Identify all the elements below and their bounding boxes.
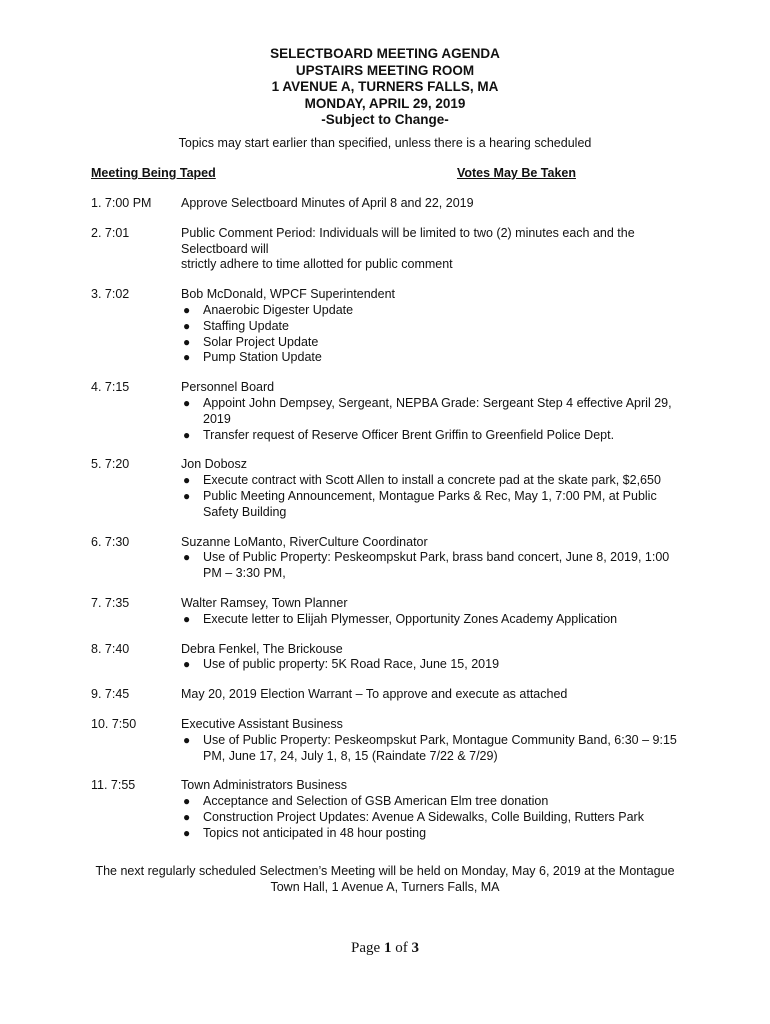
- bullet-icon: ●: [183, 318, 191, 333]
- votes-taken-label: Votes May Be Taken: [456, 166, 576, 180]
- item-body: [181, 287, 686, 366]
- item-title: Debra Fenkel, The Brickouse: [181, 641, 343, 656]
- page-current: 1: [383, 940, 392, 956]
- bullet-icon: ●: [183, 334, 191, 349]
- bullet-text: Acceptance and Selection of GSB American Elm tree donation: [203, 794, 549, 809]
- item-body: [181, 778, 686, 841]
- bullet-icon: ●: [183, 302, 191, 317]
- bullet-text: Use of public property: 5K Road Race, June 15, 2019: [203, 657, 500, 672]
- header-subject-to-change: -Subject to Change-: [321, 112, 449, 127]
- agenda-items: [91, 196, 691, 856]
- bullet-item: [181, 473, 686, 489]
- bullet-item: [181, 826, 686, 842]
- bullet-icon: ●: [183, 794, 191, 809]
- header-room: UPSTAIRS MEETING ROOM: [295, 62, 475, 78]
- item-body: [181, 717, 686, 764]
- header-date: MONDAY, APRIL 29, 2019: [304, 95, 466, 111]
- item-body: [181, 596, 686, 628]
- item-body: [181, 196, 686, 212]
- bullet-icon: ●: [183, 550, 191, 565]
- bullet-icon: ●: [183, 427, 191, 442]
- bullet-item: [181, 794, 686, 810]
- bullet-text: Use of Public Property: Peskeompskut Park, brass band concert, June 8, 2019, 1:00 PM – 3:30 PM,: [203, 550, 670, 581]
- bullet-item: [181, 657, 686, 673]
- agenda-item: [91, 226, 691, 273]
- meeting-taped-label: Meeting Being Taped: [91, 166, 216, 180]
- item-body: [181, 226, 686, 273]
- page-number: [0, 940, 770, 957]
- bullet-icon: ●: [183, 825, 191, 840]
- header-title: SELECTBOARD MEETING AGENDA: [270, 46, 500, 61]
- bullet-item: [181, 550, 686, 582]
- item-bullets: [181, 657, 686, 673]
- item-title: Bob McDonald, WPCF Superintendent: [181, 287, 395, 302]
- bullet-item: [181, 335, 686, 351]
- bullet-icon: ●: [183, 611, 191, 626]
- bullet-text: Public Meeting Announcement, Montague Parks & Rec, May 1, 7:00 PM, at Public Safety Building: [203, 488, 657, 519]
- item-number-time: 4. 7:15: [91, 380, 130, 395]
- item-bullets: [181, 612, 686, 628]
- agenda-item: [91, 535, 691, 582]
- item-number-time: 9. 7:45: [91, 687, 130, 702]
- item-title-continued: strictly adhere to time allotted for public comment: [181, 257, 453, 272]
- bullet-text: Construction Project Updates: Avenue A Sidewalks, Colle Building, Rutters Park: [203, 809, 644, 824]
- page-of: of: [391, 940, 412, 956]
- item-title: Town Administrators Business: [181, 778, 348, 793]
- bullet-text: Transfer request of Reserve Officer Brent Griffin to Greenfield Police Dept.: [203, 427, 615, 442]
- item-title: May 20, 2019 Election Warrant – To approve and execute as attached: [181, 687, 568, 702]
- bullet-icon: ●: [183, 488, 191, 503]
- agenda-item: [91, 287, 691, 366]
- bullet-text: Solar Project Update: [203, 334, 319, 349]
- bullet-text: Appoint John Dempsey, Sergeant, NEPBA Grade: Sergeant Step 4 effective April 29, 2019: [203, 395, 672, 426]
- bullet-item: [181, 350, 686, 366]
- item-title: Public Comment Period: Individuals will be limited to two (2) minutes each and the Selectboard will: [181, 225, 635, 256]
- item-bullets: [181, 733, 686, 765]
- item-number-time: 6. 7:30: [91, 534, 130, 549]
- bullet-text: Use of Public Property: Peskeompskut Park, Montague Community Band, 6:30 – 9:15 PM, June 17, 24, July 1, 8, 15 (Raindate 7/22 & 7/29): [203, 732, 677, 763]
- bullet-item: [181, 489, 686, 521]
- item-body: [181, 380, 686, 443]
- item-number-time: 2. 7:01: [91, 225, 130, 240]
- item-body: [181, 642, 686, 674]
- bullet-text: Execute contract with Scott Allen to install a concrete pad at the skate park, $2,650: [203, 473, 661, 488]
- bullet-icon: ●: [183, 395, 191, 410]
- item-body: [181, 457, 686, 520]
- item-body: [181, 535, 686, 582]
- bullet-text: Execute letter to Elijah Plymesser, Opportunity Zones Academy Application: [203, 611, 618, 626]
- item-title: Personnel Board: [181, 380, 275, 395]
- item-body: [181, 687, 686, 703]
- bullet-item: [181, 733, 686, 765]
- agenda-item: [91, 687, 691, 703]
- item-title: Approve Selectboard Minutes of April 8 and 22, 2019: [181, 196, 474, 210]
- item-bullets: [181, 550, 686, 582]
- bullet-item: [181, 396, 686, 428]
- agenda-item: [91, 457, 691, 520]
- bullet-icon: ●: [183, 809, 191, 824]
- item-bullets: [181, 473, 686, 520]
- item-bullets: [181, 396, 686, 443]
- item-title: Walter Ramsey, Town Planner: [181, 595, 348, 610]
- item-title: Jon Dobosz: [181, 457, 248, 472]
- item-title: Executive Assistant Business: [181, 716, 343, 731]
- agenda-item: [91, 717, 691, 764]
- bullet-text: Anaerobic Digester Update: [203, 302, 354, 317]
- bullet-text: Staffing Update: [203, 318, 289, 333]
- schedule-note: Topics may start earlier than specified, unless there is a hearing scheduled: [178, 136, 592, 150]
- item-number-time: 1. 7:00 PM: [91, 196, 152, 210]
- agenda-item: [91, 196, 691, 212]
- bullet-item: [181, 428, 686, 444]
- item-bullets: [181, 303, 686, 366]
- bullet-item: [181, 303, 686, 319]
- item-bullets: [181, 794, 686, 841]
- page-total: 3: [411, 940, 419, 956]
- bullet-icon: ●: [183, 732, 191, 747]
- item-title: Suzanne LoManto, RiverCulture Coordinator: [181, 534, 428, 549]
- bullet-text: Pump Station Update: [203, 350, 322, 365]
- item-number-time: 10. 7:50: [91, 716, 137, 731]
- bullet-item: [181, 810, 686, 826]
- item-number-time: 11. 7:55: [91, 778, 136, 793]
- next-meeting-note: The next regularly scheduled Selectmen’s Meeting will be held on Monday, May 6, 2019 at the Montague Town Hall, 1 Avenue A, Turners Falls, MA: [95, 864, 675, 894]
- agenda-item: [91, 380, 691, 443]
- page-prefix: Page: [351, 940, 384, 956]
- item-number-time: 3. 7:02: [91, 287, 130, 302]
- item-number-time: 8. 7:40: [91, 641, 130, 656]
- bullet-item: [181, 612, 686, 628]
- agenda-item: [91, 778, 691, 841]
- bullet-text: Topics not anticipated in 48 hour posting: [203, 825, 427, 840]
- bullet-icon: ●: [183, 350, 191, 365]
- agenda-header: [0, 46, 770, 129]
- item-number-time: 5. 7:20: [91, 457, 130, 472]
- bullet-icon: ●: [183, 473, 191, 488]
- agenda-item: [91, 596, 691, 628]
- bullet-item: [181, 319, 686, 335]
- item-number-time: 7. 7:35: [91, 595, 130, 610]
- bullet-icon: ●: [183, 657, 191, 672]
- agenda-item: [91, 642, 691, 674]
- header-address: 1 AVENUE A, TURNERS FALLS, MA: [271, 79, 499, 94]
- meeting-labels: [91, 166, 576, 184]
